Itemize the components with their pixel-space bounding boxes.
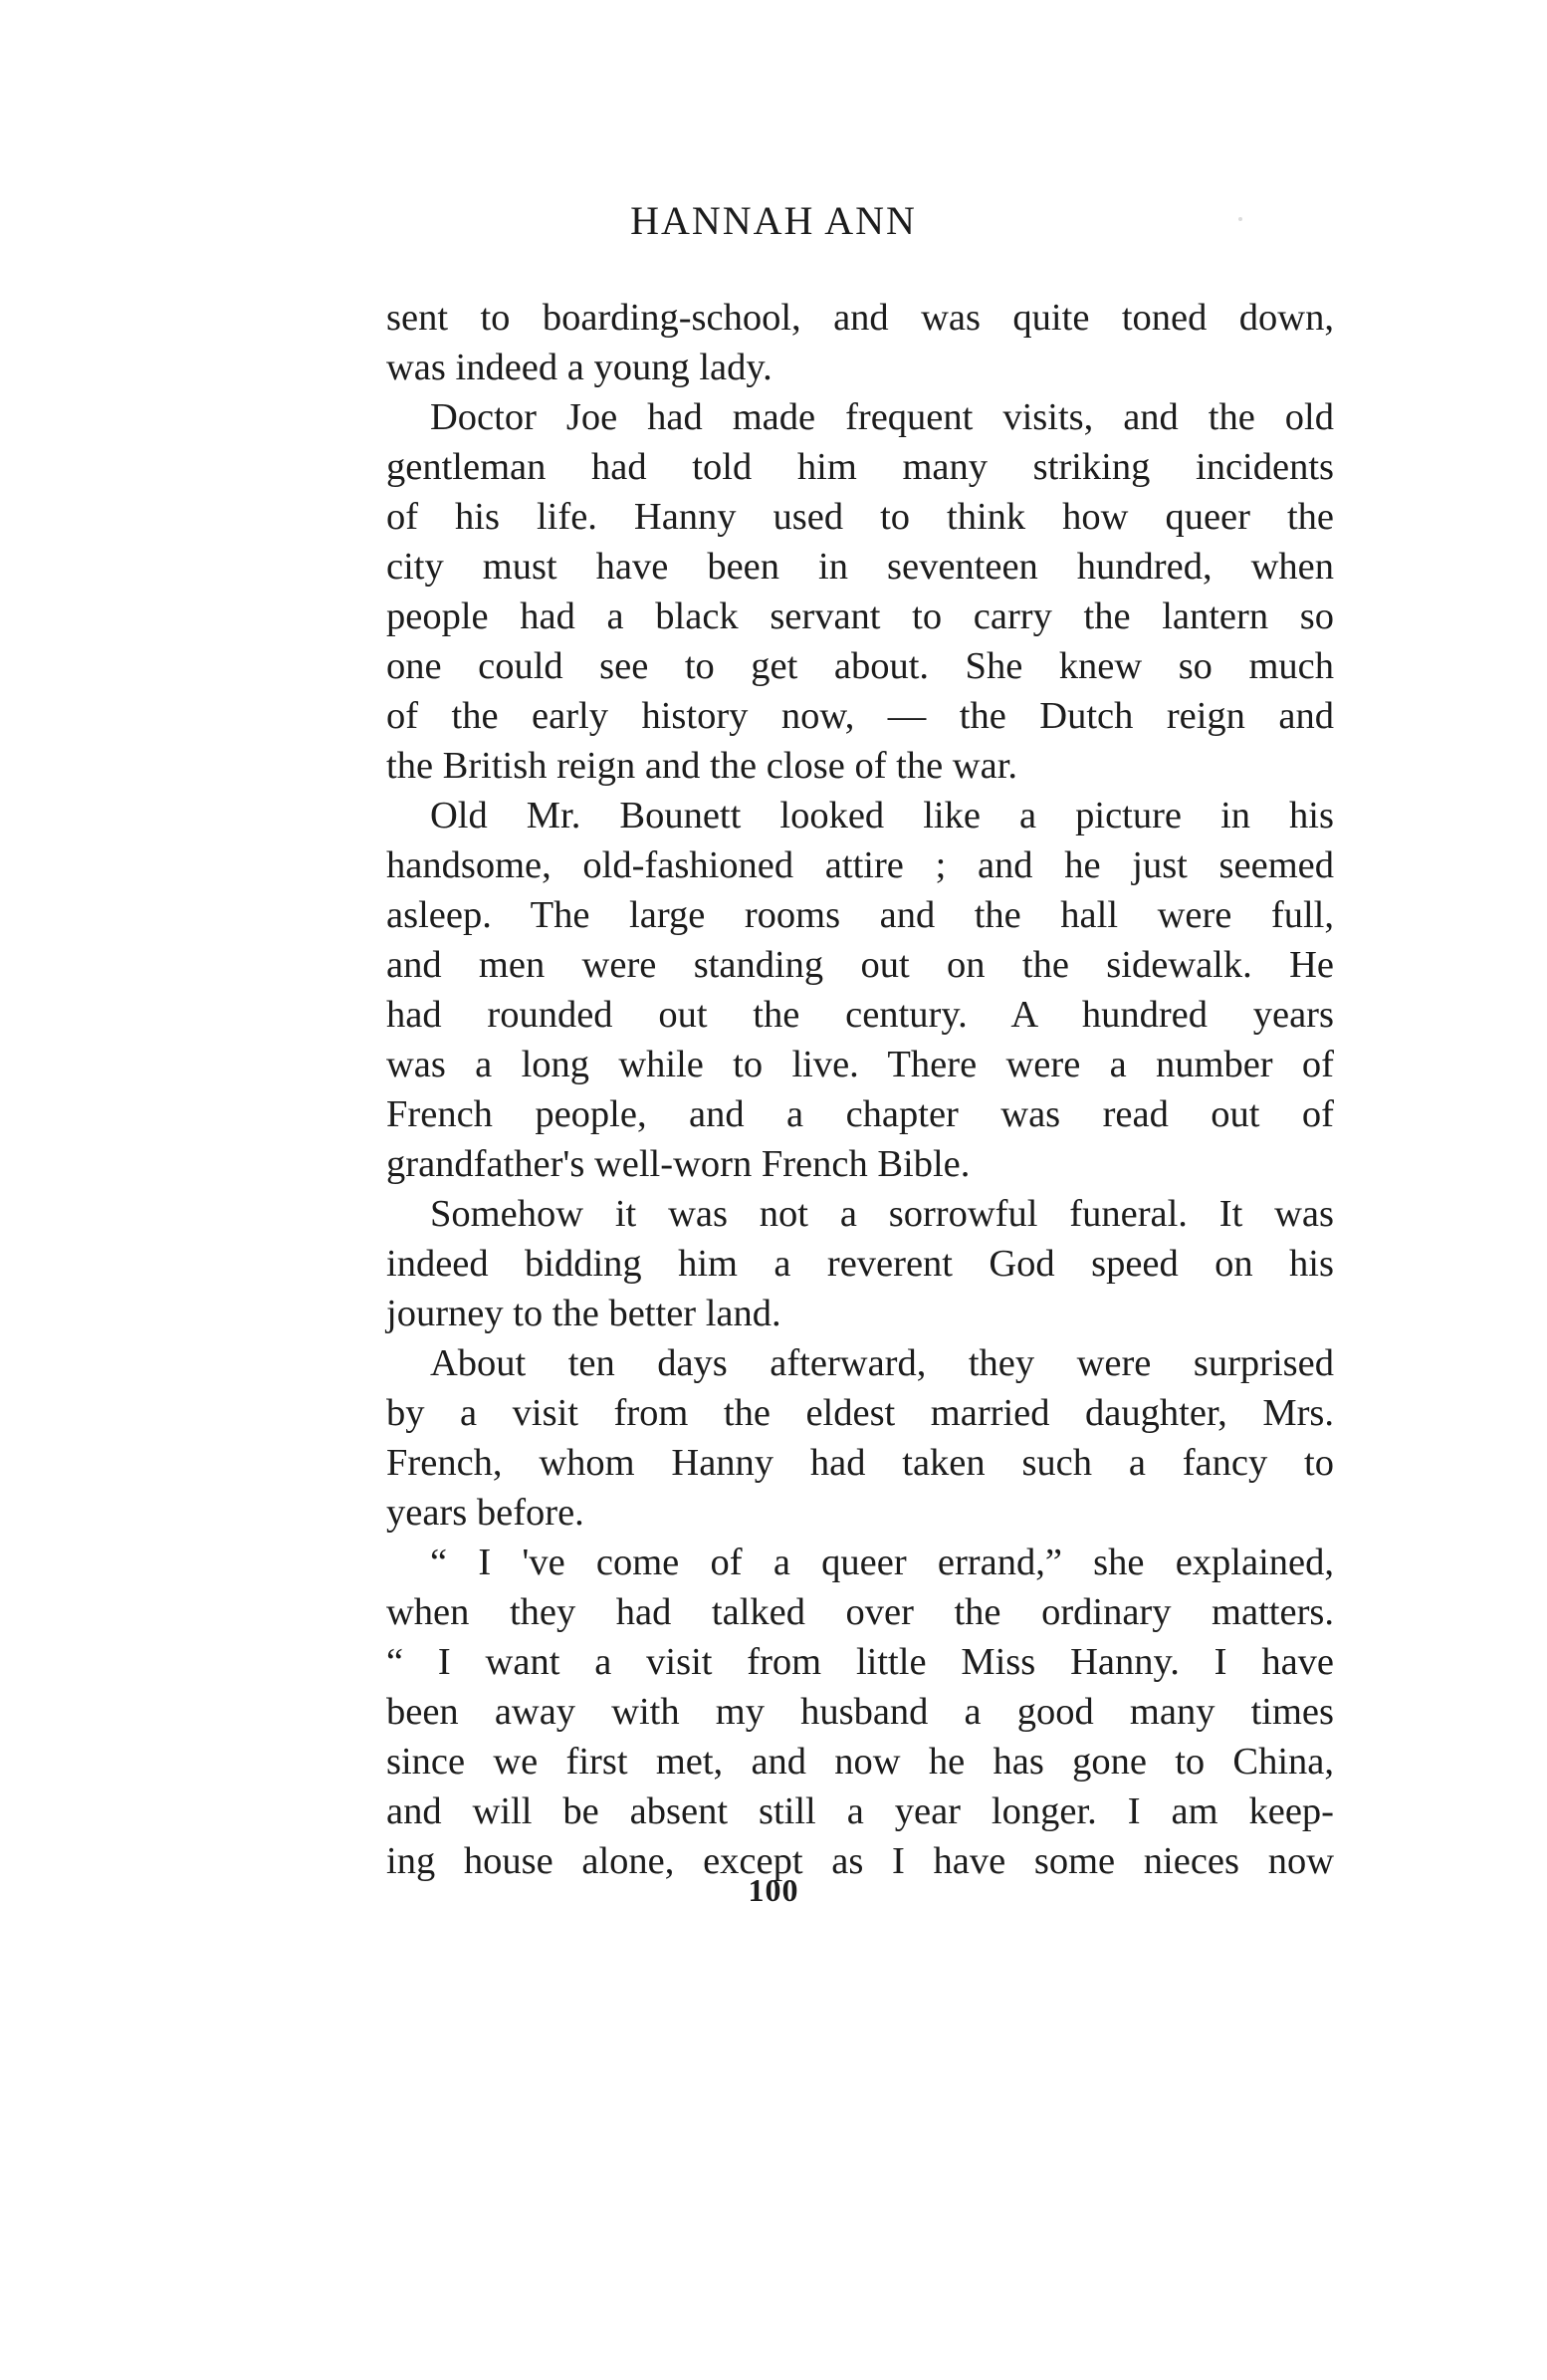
text-line: Doctor Joe had made frequent visits, and the old	[430, 396, 1334, 438]
text-line: journey to the better land.	[386, 1293, 781, 1334]
text-line: sent to boarding-school, and was quite toned down,	[386, 297, 1334, 339]
text-line: asleep. The large rooms and the hall were full,	[386, 894, 1334, 936]
text-line: indeed bidding him a reverent God speed on his	[386, 1243, 1334, 1285]
text-line: “ I 've come of a queer errand,” she explained,	[430, 1542, 1334, 1583]
text-line: been away with my husband a good many times	[386, 1691, 1334, 1733]
paragraph	[386, 1189, 1334, 1338]
text-line: handsome, old-fashioned attire ; and he just seemed	[386, 844, 1334, 886]
text-line: people had a black servant to carry the lantern so	[386, 595, 1334, 637]
text-line: city must have been in seventeen hundred, when	[386, 546, 1334, 588]
text-line: and men were standing out on the sidewalk. He	[386, 944, 1334, 986]
text-line: About ten days afterward, they were surprised	[430, 1342, 1334, 1384]
text-line: years before.	[386, 1492, 584, 1534]
paragraph	[386, 1338, 1334, 1538]
text-line: French people, and a chapter was read out of	[386, 1093, 1334, 1135]
text-line: grandfather's well-worn French Bible.	[386, 1143, 971, 1185]
text-line: was indeed a young lady.	[386, 347, 773, 388]
running-head-title: HANNAH ANN	[630, 198, 917, 243]
text-line: the British reign and the close of the war.	[386, 745, 1018, 787]
text-line: Old Mr. Bounett looked like a picture in his	[430, 795, 1334, 836]
page-number: 100	[748, 1872, 799, 1908]
text-line: ing house alone, except as I have some nieces now	[386, 1840, 1334, 1882]
text-line: Somehow it was not a sorrowful funeral. It was	[430, 1193, 1334, 1235]
body-text	[386, 293, 1334, 1886]
paragraph	[386, 1538, 1334, 1886]
text-line: gentleman had told him many striking incidents	[386, 446, 1334, 488]
text-line: one could see to get about. She knew so much	[386, 645, 1334, 687]
paper-speck	[1238, 217, 1242, 221]
text-line: was a long while to live. There were a number of	[386, 1044, 1334, 1085]
text-line: and will be absent still a year longer. I am keep-	[386, 1790, 1334, 1832]
paragraph	[386, 293, 1334, 392]
text-line: when they had talked over the ordinary matters.	[386, 1591, 1334, 1633]
text-line: had rounded out the century. A hundred years	[386, 994, 1334, 1036]
text-line: since we first met, and now he has gone to China,	[386, 1741, 1334, 1783]
text-line: of his life. Hanny used to think how queer the	[386, 496, 1334, 538]
text-line: French, whom Hanny had taken such a fancy to	[386, 1442, 1334, 1484]
text-line: of the early history now, — the Dutch reign and	[386, 695, 1334, 737]
text-line: by a visit from the eldest married daughter, Mrs.	[386, 1392, 1334, 1434]
paragraph	[386, 791, 1334, 1189]
paragraph	[386, 392, 1334, 791]
text-line: “ I want a visit from little Miss Hanny. I have	[386, 1641, 1334, 1683]
